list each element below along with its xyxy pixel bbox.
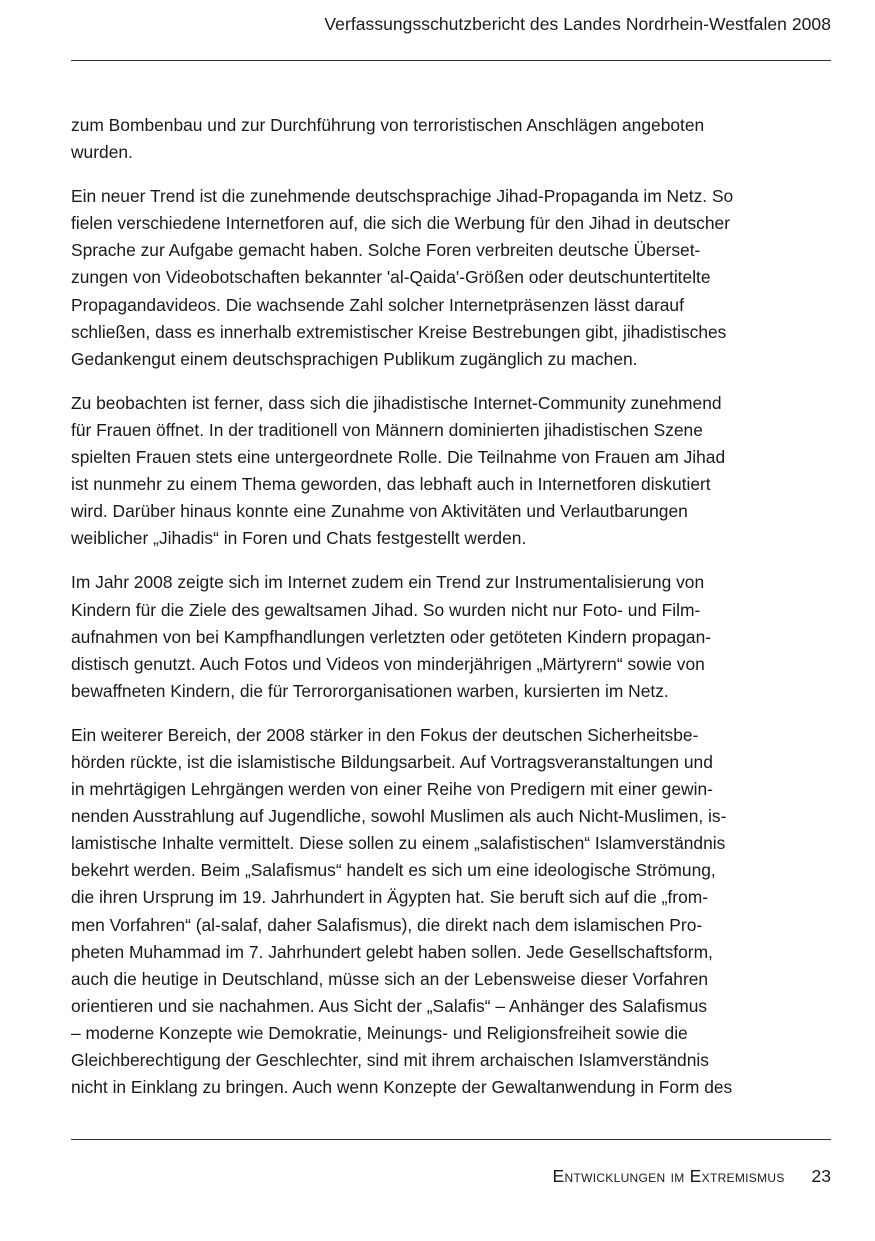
text-line: wurden. xyxy=(71,142,133,163)
text-line: aufnahmen von bei Kampfhandlungen verletzten oder getöteten Kindern propagan- xyxy=(71,626,712,647)
text-line: men Vorfahren“ (al-salaf, daher Salafismus), die direkt nach dem islamischen Pro- xyxy=(71,914,703,935)
text-line: bewaffneten Kindern, die für Terrororganisationen warben, kursierten im Netz. xyxy=(71,680,669,701)
text-line: die ihren Ursprung im 19. Jahrhundert in Ägypten hat. Sie beruft sich auf die „from- xyxy=(71,887,709,908)
text-line: nicht in Einklang zu bringen. Auch wenn Konzepte der Gewaltanwendung in Form des xyxy=(71,1077,733,1098)
page-header xyxy=(71,12,831,36)
text-line: in mehrtägigen Lehrgängen werden von einer Reihe von Predigern mit einer gewin- xyxy=(71,779,713,800)
text-line: spielten Frauen stets eine untergeordnete Rolle. Die Teilnahme von Frauen am Jihad xyxy=(71,447,726,468)
text-line: weiblicher „Jihadis“ in Foren und Chats festgestellt werden. xyxy=(71,528,527,549)
text-line: pheten Muhammad im 7. Jahrhundert gelebt haben sollen. Jede Gesellschaftsform, xyxy=(71,941,713,962)
paragraph xyxy=(71,112,801,166)
text-line: zum Bombenbau und zur Durchführung von terroristischen Anschlägen angeboten xyxy=(71,115,705,135)
text-line: ist nunmehr zu einem Thema geworden, das lebhaft auch in Internetforen diskutiert xyxy=(71,474,711,495)
text-line: bekehrt werden. Beim „Salafismus“ handelt es sich um eine ideologische Strömung, xyxy=(71,860,716,881)
body-text xyxy=(71,112,801,1118)
text-line: Ein weiterer Bereich, der 2008 stärker in den Fokus der deutschen Sicherheitsbe- xyxy=(71,724,699,745)
text-line: nenden Ausstrahlung auf Jugendliche, sowohl Muslimen als auch Nicht-Muslimen, is- xyxy=(71,806,727,827)
text-line: auch die heutige in Deutschland, müsse sich an der Lebensweise dieser Vorfahren xyxy=(71,968,709,989)
text-line: Zu beobachten ist ferner, dass sich die jihadistische Internet-Community zunehmend xyxy=(71,392,722,413)
text-line: zungen von Videobotschaften bekannter 'al-Qaida'-Größen oder deutschuntertitelte xyxy=(71,267,711,288)
text-line: orientieren und sie nachahmen. Aus Sicht der „Salafis“ – Anhänger des Salafismus xyxy=(71,995,708,1016)
text-line: Gleichberechtigung der Geschlechter, sind mit ihrem archaischen Islamverständnis xyxy=(71,1050,709,1070)
text-line: Gedankengut einem deutschsprachigen Publikum zugänglich zu machen. xyxy=(71,348,638,369)
text-line: Sprache zur Aufgabe gemacht haben. Solche Foren verbreiten deutsche Überset- xyxy=(71,240,701,261)
footer-divider xyxy=(71,1139,831,1140)
text-line: – moderne Konzepte wie Demokratie, Meinungs- und Religionsfreiheit sowie die xyxy=(71,1022,688,1043)
text-line: fielen verschiedene Internetforen auf, die sich die Werbung für den Jihad in deutscher xyxy=(71,213,731,234)
text-line: Kindern für die Ziele des gewaltsamen Jihad. So wurden nicht nur Foto- und Film- xyxy=(71,599,701,620)
text-line: lamistische Inhalte vermittelt. Diese sollen zu einem „salafistischen“ Islamverständnis xyxy=(71,833,726,854)
paragraph xyxy=(71,183,801,373)
text-line: Propagandavideos. Die wachsende Zahl solcher Internetpräsenzen lässt darauf xyxy=(71,294,684,315)
page-number: 23 xyxy=(811,1166,831,1186)
text-line: Im Jahr 2008 zeigte sich im Internet zudem ein Trend zur Instrumentalisierung von xyxy=(71,572,705,593)
paragraph xyxy=(71,569,801,704)
text-line: Ein neuer Trend ist die zunehmende deutschsprachige Jihad-Propaganda im Netz. So xyxy=(71,186,734,207)
text-line: hörden rückte, ist die islamistische Bildungsarbeit. Auf Vortragsveranstaltungen und xyxy=(71,751,713,772)
header-divider xyxy=(71,60,831,61)
text-line: wird. Darüber hinaus konnte eine Zunahme von Aktivitäten und Verlautbarungen xyxy=(71,501,688,522)
paragraph xyxy=(71,390,801,553)
chapter-running-title: Entwicklungen im Extremismus xyxy=(552,1166,785,1186)
paragraph xyxy=(71,722,801,1101)
text-line: für Frauen öffnet. In der traditionell von Männern dominierten jihadistischen Szene xyxy=(71,419,703,440)
text-line: schließen, dass es innerhalb extremistischer Kreise Bestrebungen gibt, jihadistisches xyxy=(71,321,727,342)
text-line: distisch genutzt. Auch Fotos und Videos von minderjährigen „Märtyrern“ sowie von xyxy=(71,653,705,674)
report-title: Verfassungsschutzbericht des Landes Nordrhein-Westfalen 2008 xyxy=(324,14,831,34)
page-footer xyxy=(553,1164,831,1188)
